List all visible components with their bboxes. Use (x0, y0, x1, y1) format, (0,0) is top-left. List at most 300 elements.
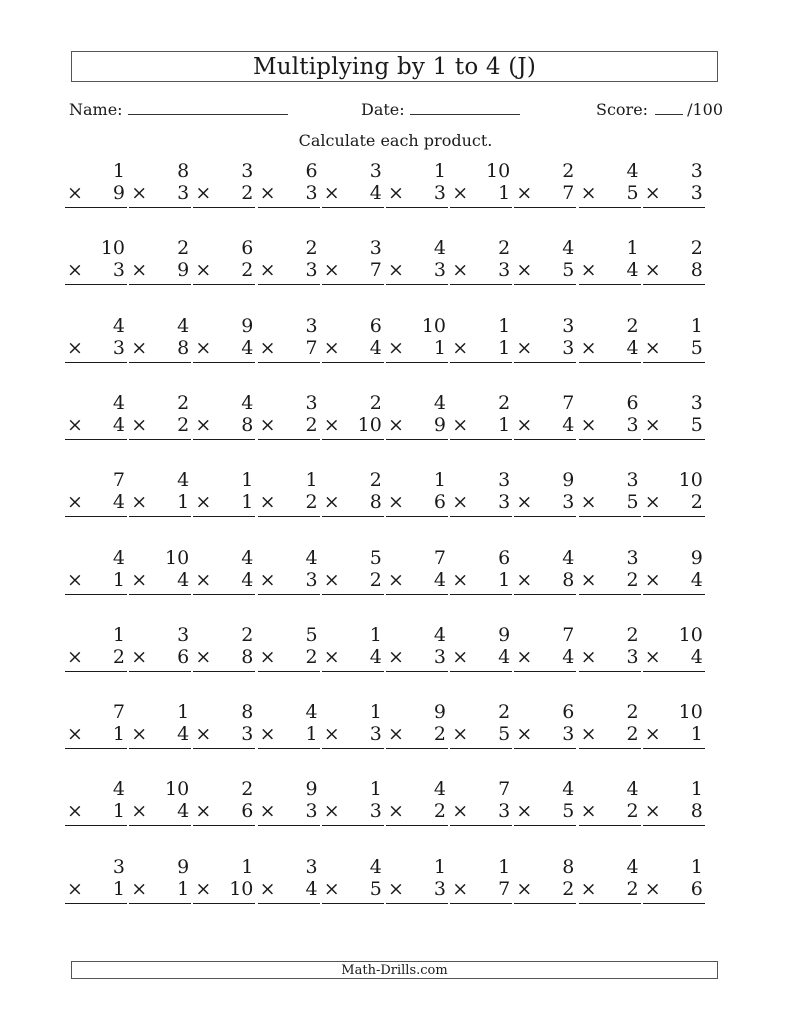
times-sign: × (67, 800, 83, 823)
problem-2-6 (386, 237, 448, 285)
multiplier-line (450, 723, 512, 749)
problem-4-3 (193, 392, 255, 440)
times-sign: × (131, 336, 148, 359)
multiplicand: 2 (241, 623, 254, 646)
times-sign: × (195, 491, 212, 514)
multiplier-line (514, 569, 576, 595)
multiplier: 5 (626, 491, 639, 514)
multiplier-line (193, 569, 255, 595)
multiplicand: 1 (498, 314, 511, 337)
footer-credit: Math-Drills.com (71, 961, 718, 979)
problem-2-1 (65, 237, 127, 285)
times-sign: × (323, 413, 340, 436)
multiplier-line (579, 259, 641, 285)
multiplier-line (322, 337, 384, 363)
times-sign: × (580, 645, 597, 668)
multiplier: 2 (177, 413, 190, 436)
problem-1-4 (258, 160, 320, 208)
multiplicand: 9 (241, 314, 254, 337)
multiplier-line (322, 414, 384, 440)
multiplier: 5 (498, 723, 511, 746)
multiplicand: 1 (177, 701, 190, 724)
problem-10-7 (450, 856, 512, 904)
multiplier: 5 (369, 877, 382, 900)
multiplier-line (643, 800, 705, 826)
multiplier: 3 (433, 645, 446, 668)
times-sign: × (452, 336, 469, 359)
times-sign: × (323, 259, 340, 282)
times-sign: × (580, 877, 597, 900)
multiplier-line (450, 646, 512, 672)
multiplicand: 3 (112, 855, 125, 878)
times-sign: × (644, 568, 661, 591)
multiplier: 5 (690, 413, 703, 436)
score-label: Score: (596, 100, 649, 119)
multiplier: 4 (177, 568, 190, 591)
multiplicand: 6 (562, 701, 575, 724)
multiplicand: 9 (305, 778, 318, 801)
multiplier-line (258, 182, 320, 208)
multiplicand: 3 (626, 469, 639, 492)
multiplier: 3 (690, 182, 703, 204)
multiplier-line (514, 259, 576, 285)
multiplier: 8 (562, 568, 575, 591)
multiplicand: 4 (305, 701, 318, 724)
multiplier-line (514, 646, 576, 672)
times-sign: × (67, 336, 83, 359)
multiplicand: 3 (305, 391, 318, 414)
multiplier: 3 (433, 182, 446, 204)
times-sign: × (580, 491, 597, 514)
multiplier-line (579, 414, 641, 440)
multiplicand: 1 (369, 623, 382, 646)
times-sign: × (644, 259, 661, 282)
problem-3-8 (514, 315, 576, 363)
multiplicand: 9 (562, 469, 575, 492)
multiplicand: 1 (498, 855, 511, 878)
times-sign: × (516, 645, 533, 668)
multiplier: 2 (626, 568, 639, 591)
multiplier-line (193, 878, 255, 904)
multiplier-line (193, 723, 255, 749)
problem-3-9 (579, 315, 641, 363)
multiplier-line (579, 182, 641, 208)
multiplicand: 6 (305, 160, 318, 182)
times-sign: × (67, 645, 83, 668)
multiplicand: 10 (421, 314, 446, 337)
times-sign: × (67, 413, 83, 436)
times-sign: × (644, 491, 661, 514)
multiplier: 4 (241, 568, 254, 591)
multiplicand: 10 (486, 160, 511, 182)
multiplicand: 2 (498, 237, 511, 260)
multiplier-line (322, 800, 384, 826)
problem-7-8 (514, 624, 576, 672)
multiplicand: 3 (305, 314, 318, 337)
multiplier-line (322, 646, 384, 672)
problem-4-2 (129, 392, 191, 440)
multiplier-line (193, 491, 255, 517)
multiplier-line (193, 259, 255, 285)
problem-2-3 (193, 237, 255, 285)
times-sign: × (644, 182, 661, 204)
times-sign: × (67, 259, 83, 282)
problem-7-4 (258, 624, 320, 672)
multiplicand: 10 (678, 701, 703, 724)
multiplicand: 1 (433, 855, 446, 878)
multiplier-line (579, 723, 641, 749)
times-sign: × (131, 568, 148, 591)
problem-6-5 (322, 547, 384, 595)
problem-2-9 (579, 237, 641, 285)
times-sign: × (644, 800, 661, 823)
multiplier: 3 (112, 336, 125, 359)
problem-6-4 (258, 547, 320, 595)
problem-6-10 (643, 547, 705, 595)
problem-3-3 (193, 315, 255, 363)
problem-3-10 (643, 315, 705, 363)
multiplier-line (129, 414, 191, 440)
problem-5-8 (514, 469, 576, 517)
problem-9-10 (643, 778, 705, 826)
problem-1-8 (514, 160, 576, 208)
problem-4-4 (258, 392, 320, 440)
multiplicand: 7 (433, 546, 446, 569)
multiplier: 1 (498, 336, 511, 359)
times-sign: × (195, 568, 212, 591)
multiplicand: 2 (177, 237, 190, 260)
multiplier-line (514, 800, 576, 826)
times-sign: × (388, 568, 404, 591)
multiplicand: 1 (241, 855, 254, 878)
times-sign: × (131, 800, 148, 823)
multiplicand: 4 (562, 778, 575, 801)
problem-5-10 (643, 469, 705, 517)
problem-5-3 (193, 469, 255, 517)
multiplier: 3 (498, 259, 511, 282)
multiplier: 8 (241, 413, 254, 436)
times-sign: × (580, 336, 597, 359)
times-sign: × (516, 182, 533, 204)
multiplier-line (643, 569, 705, 595)
multiplier: 6 (177, 645, 190, 668)
multiplier-line (643, 646, 705, 672)
multiplicand: 1 (690, 314, 703, 337)
multiplier-line (386, 569, 448, 595)
problem-3-2 (129, 315, 191, 363)
multiplier: 1 (690, 723, 703, 746)
multiplier: 3 (305, 800, 318, 823)
problem-9-5 (322, 778, 384, 826)
times-sign: × (580, 568, 597, 591)
times-sign: × (452, 259, 469, 282)
date-label: Date: (361, 100, 405, 119)
times-sign: × (388, 336, 404, 359)
multiplier: 4 (690, 645, 703, 668)
multiplier: 2 (626, 723, 639, 746)
multiplier: 2 (433, 800, 446, 823)
multiplier-line (65, 569, 127, 595)
problem-2-8 (514, 237, 576, 285)
times-sign: × (259, 336, 276, 359)
times-sign: × (259, 645, 276, 668)
multiplier-line (643, 182, 705, 208)
multiplier: 7 (498, 877, 511, 900)
multiplier-line (643, 337, 705, 363)
multiplier: 8 (177, 336, 190, 359)
multiplier: 3 (369, 723, 382, 746)
multiplier: 1 (112, 877, 125, 900)
problem-4-1 (65, 392, 127, 440)
problem-8-9 (579, 701, 641, 749)
multiplicand: 4 (433, 391, 446, 414)
multiplicand: 4 (112, 314, 125, 337)
multiplier: 4 (112, 413, 125, 436)
multiplier-line (450, 878, 512, 904)
multiplier: 4 (498, 645, 511, 668)
multiplicand: 1 (690, 855, 703, 878)
multiplicand: 4 (112, 391, 125, 414)
problem-10-10 (643, 856, 705, 904)
times-sign: × (580, 259, 597, 282)
multiplicand: 10 (100, 237, 125, 260)
problem-2-10 (643, 237, 705, 285)
multiplicand: 7 (562, 623, 575, 646)
multiplier-line (450, 800, 512, 826)
multiplier-line (643, 723, 705, 749)
problem-10-8 (514, 856, 576, 904)
multiplier-line (258, 569, 320, 595)
times-sign: × (388, 491, 404, 514)
multiplier-line (65, 491, 127, 517)
multiplicand: 1 (369, 778, 382, 801)
multiplicand: 4 (626, 855, 639, 878)
times-sign: × (323, 568, 340, 591)
times-sign: × (644, 877, 661, 900)
multiplier-line (386, 878, 448, 904)
multiplier: 4 (241, 336, 254, 359)
multiplier-line (386, 491, 448, 517)
multiplicand: 2 (369, 469, 382, 492)
multiplicand: 2 (241, 778, 254, 801)
multiplicand: 4 (241, 391, 254, 414)
problem-7-3 (193, 624, 255, 672)
problem-5-1 (65, 469, 127, 517)
multiplicand: 6 (498, 546, 511, 569)
multiplier-line (579, 337, 641, 363)
multiplier-line (129, 491, 191, 517)
problem-4-5 (322, 392, 384, 440)
problem-1-7 (450, 160, 512, 208)
multiplicand: 4 (305, 546, 318, 569)
multiplicand: 1 (241, 469, 254, 492)
multiplier: 3 (305, 182, 318, 204)
multiplier: 3 (305, 568, 318, 591)
times-sign: × (67, 491, 83, 514)
multiplier-line (386, 259, 448, 285)
times-sign: × (580, 723, 597, 746)
multiplier: 6 (433, 491, 446, 514)
multiplier: 4 (433, 568, 446, 591)
multiplier-line (450, 337, 512, 363)
times-sign: × (388, 259, 404, 282)
multiplicand: 4 (177, 469, 190, 492)
multiplicand: 1 (433, 160, 446, 182)
problem-1-10 (643, 160, 705, 208)
multiplier-line (514, 182, 576, 208)
multiplier-line (65, 414, 127, 440)
multiplicand: 2 (177, 391, 190, 414)
multiplicand: 1 (112, 623, 125, 646)
times-sign: × (323, 800, 340, 823)
multiplier-line (193, 646, 255, 672)
times-sign: × (259, 182, 276, 204)
times-sign: × (388, 182, 404, 204)
multiplier-line (258, 414, 320, 440)
problem-1-1 (65, 160, 127, 208)
multiplier-line (193, 337, 255, 363)
problem-5-2 (129, 469, 191, 517)
times-sign: × (259, 413, 276, 436)
times-sign: × (323, 182, 340, 204)
times-sign: × (195, 182, 212, 204)
times-sign: × (131, 182, 148, 204)
multiplier-line (129, 569, 191, 595)
multiplier: 2 (112, 645, 125, 668)
problem-6-1 (65, 547, 127, 595)
multiplier-line (450, 491, 512, 517)
multiplier-line (579, 800, 641, 826)
problem-8-2 (129, 701, 191, 749)
multiplier-line (322, 723, 384, 749)
multiplier: 4 (305, 877, 318, 900)
problem-10-9 (579, 856, 641, 904)
multiplicand: 1 (369, 701, 382, 724)
multiplier-line (643, 414, 705, 440)
multiplicand: 1 (305, 469, 318, 492)
problem-6-2 (129, 547, 191, 595)
multiplier-line (514, 878, 576, 904)
multiplier-line (386, 182, 448, 208)
multiplier: 9 (177, 259, 190, 282)
multiplier-line (643, 878, 705, 904)
multiplicand: 9 (177, 855, 190, 878)
problem-3-6 (386, 315, 448, 363)
times-sign: × (516, 877, 533, 900)
multiplicand: 8 (177, 160, 190, 182)
problem-4-10 (643, 392, 705, 440)
multiplier: 10 (357, 413, 382, 436)
multiplier: 3 (433, 877, 446, 900)
multiplier: 2 (690, 491, 703, 514)
multiplier: 9 (433, 413, 446, 436)
problem-2-5 (322, 237, 384, 285)
multiplier: 4 (369, 645, 382, 668)
multiplicand: 1 (433, 469, 446, 492)
multiplier-line (514, 723, 576, 749)
multiplier-line (258, 491, 320, 517)
multiplicand: 4 (112, 546, 125, 569)
multiplier-line (322, 569, 384, 595)
multiplier: 3 (562, 723, 575, 746)
problem-3-4 (258, 315, 320, 363)
times-sign: × (259, 723, 276, 746)
multiplier-line (386, 800, 448, 826)
multiplier-line (450, 182, 512, 208)
multiplicand: 2 (498, 391, 511, 414)
multiplicand: 9 (498, 623, 511, 646)
multiplier: 2 (305, 413, 318, 436)
times-sign: × (323, 645, 340, 668)
times-sign: × (195, 800, 212, 823)
multiplier-line (514, 414, 576, 440)
problem-9-8 (514, 778, 576, 826)
multiplier-line (193, 182, 255, 208)
multiplier: 1 (305, 723, 318, 746)
times-sign: × (452, 877, 469, 900)
multiplier-line (129, 800, 191, 826)
problem-7-5 (322, 624, 384, 672)
times-sign: × (644, 645, 661, 668)
problem-8-8 (514, 701, 576, 749)
problem-8-6 (386, 701, 448, 749)
multiplicand: 4 (562, 546, 575, 569)
multiplier: 4 (562, 413, 575, 436)
multiplicand: 2 (690, 237, 703, 260)
multiplier-line (258, 878, 320, 904)
times-sign: × (323, 491, 340, 514)
multiplicand: 4 (562, 237, 575, 260)
problem-1-9 (579, 160, 641, 208)
multiplicand: 3 (562, 314, 575, 337)
multiplier: 4 (562, 645, 575, 668)
problem-1-5 (322, 160, 384, 208)
problem-4-6 (386, 392, 448, 440)
times-sign: × (452, 800, 469, 823)
times-sign: × (195, 259, 212, 282)
problem-1-3 (193, 160, 255, 208)
times-sign: × (516, 568, 533, 591)
problem-7-7 (450, 624, 512, 672)
times-sign: × (195, 723, 212, 746)
times-sign: × (388, 413, 404, 436)
times-sign: × (516, 723, 533, 746)
multiplier-line (643, 491, 705, 517)
times-sign: × (580, 413, 597, 436)
times-sign: × (67, 723, 83, 746)
problem-7-10 (643, 624, 705, 672)
multiplier: 2 (305, 645, 318, 668)
times-sign: × (452, 645, 469, 668)
problem-10-5 (322, 856, 384, 904)
problem-7-9 (579, 624, 641, 672)
multiplier: 1 (177, 491, 190, 514)
problem-9-1 (65, 778, 127, 826)
times-sign: × (388, 800, 404, 823)
times-sign: × (131, 877, 148, 900)
problem-4-8 (514, 392, 576, 440)
problem-10-6 (386, 856, 448, 904)
times-sign: × (131, 723, 148, 746)
multiplicand: 4 (433, 778, 446, 801)
multiplicand: 8 (562, 855, 575, 878)
times-sign: × (195, 413, 212, 436)
times-sign: × (131, 491, 148, 514)
multiplier: 5 (562, 259, 575, 282)
multiplier: 4 (177, 723, 190, 746)
problem-10-1 (65, 856, 127, 904)
multiplier-line (193, 800, 255, 826)
